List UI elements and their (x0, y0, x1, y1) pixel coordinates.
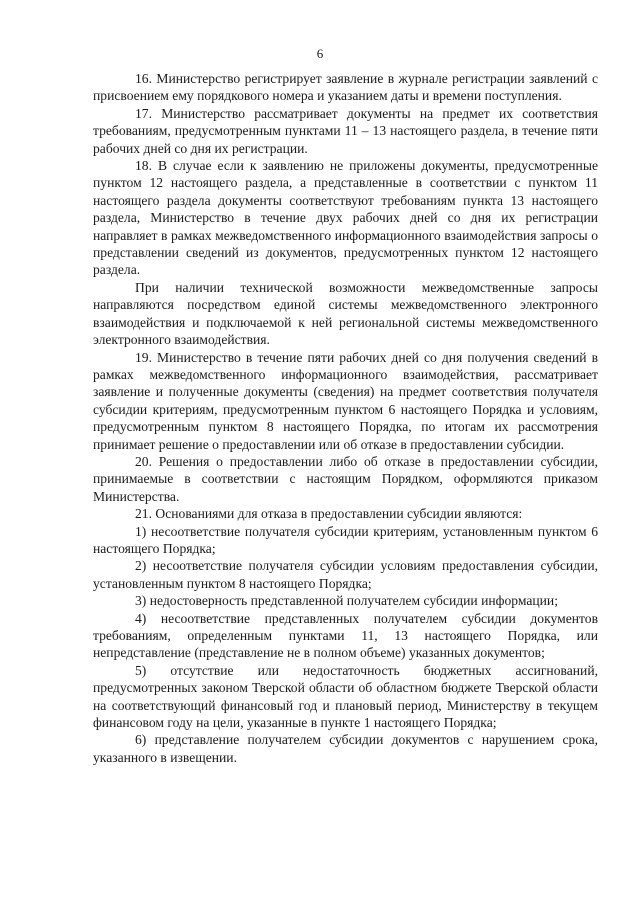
page-number: 6 (316, 46, 324, 61)
paragraph-18: 18. В случае если к заявлению не приложены документы, предусмотренные пунктом 12 настоящего раздела, а представленные в соответствии с пунктом 11 настоящего раздела документы соответствуют требованиям пункта 13 настоящего раздела, Министерство в течение двух рабочих дней со дня их регистрации направляет в рамках межведомственного информационного взаимодействия запросы о представлении сведений из документов, предусмотренных пунктом 12 настоящего раздела. (93, 158, 598, 278)
paragraph-19: 19. Министерство в течение пяти рабочих дней со дня получения сведений в рамках межведомственного информационного взаимодействия, рассматривает заявление и полученные документы (сведения) на предмет соответствия получателя субсидии критериям, предусмотренным пунктом 6 настоящего Порядка и условиям, предусмотренным пунктом 8 настоящего Порядка, по итогам их рассмотрения принимает решение о предоставлении или об отказе в предоставлении субсидии. (93, 349, 598, 452)
paragraph-20: 20. Решения о предоставлении либо об отказе в предоставлении субсидии, принимаемые в соответствии с настоящим Порядком, оформляются приказом Министерства. (93, 453, 598, 504)
document-body (93, 70, 598, 766)
paragraph-interagency-requests: При наличии технической возможности межведомственные запросы направляются посредством единой системы межведомственного электронного взаимодействия и подключаемой к ней региональной системы межведомственного электронного взаимодействия. (93, 279, 598, 348)
refusal-ground-5: 5) отсутствие или недостаточность бюджетных ассигнований, предусмотренных законом Тверской области об областном бюджете Тверской области на соответствующий финансовый год и плановый период, Министерству в текущем финансовом году на цели, указанные в пункте 1 настоящего Порядка; (93, 662, 598, 731)
refusal-ground-4: 4) несоответствие представленных получателем субсидии документов требованиям, определенным пунктами 11, 13 настоящего Порядка, или непредставление (представление не в полном объеме) указанных документов; (93, 610, 598, 661)
refusal-ground-2: 2) несоответствие получателя субсидии условиям предоставления субсидии, установленным пунктом 8 настоящего Порядка; (93, 558, 598, 591)
refusal-ground-3: 3) недостоверность представленной получателем субсидии информации; (135, 593, 558, 609)
paragraph-21: 21. Основаниями для отказа в предоставлении субсидии являются: (135, 506, 523, 522)
refusal-ground-1: 1) несоответствие получателя субсидии критериям, установленным пунктом 6 настоящего Порядка; (93, 523, 598, 556)
paragraph-17: 17. Министерство рассматривает документы на предмет их соответствия требованиям, предусмотренным пунктами 11 – 13 настоящего раздела, в течение пяти рабочих дней со дня их регистрации. (93, 105, 598, 156)
paragraph-16: 16. Министерство регистрирует заявление в журнале регистрации заявлений с присвоением ему порядкового номера и указанием даты и времени поступления. (93, 71, 598, 104)
refusal-ground-6: 6) представление получателем субсидии документов с нарушением срока, указанного в извещении. (93, 732, 598, 765)
